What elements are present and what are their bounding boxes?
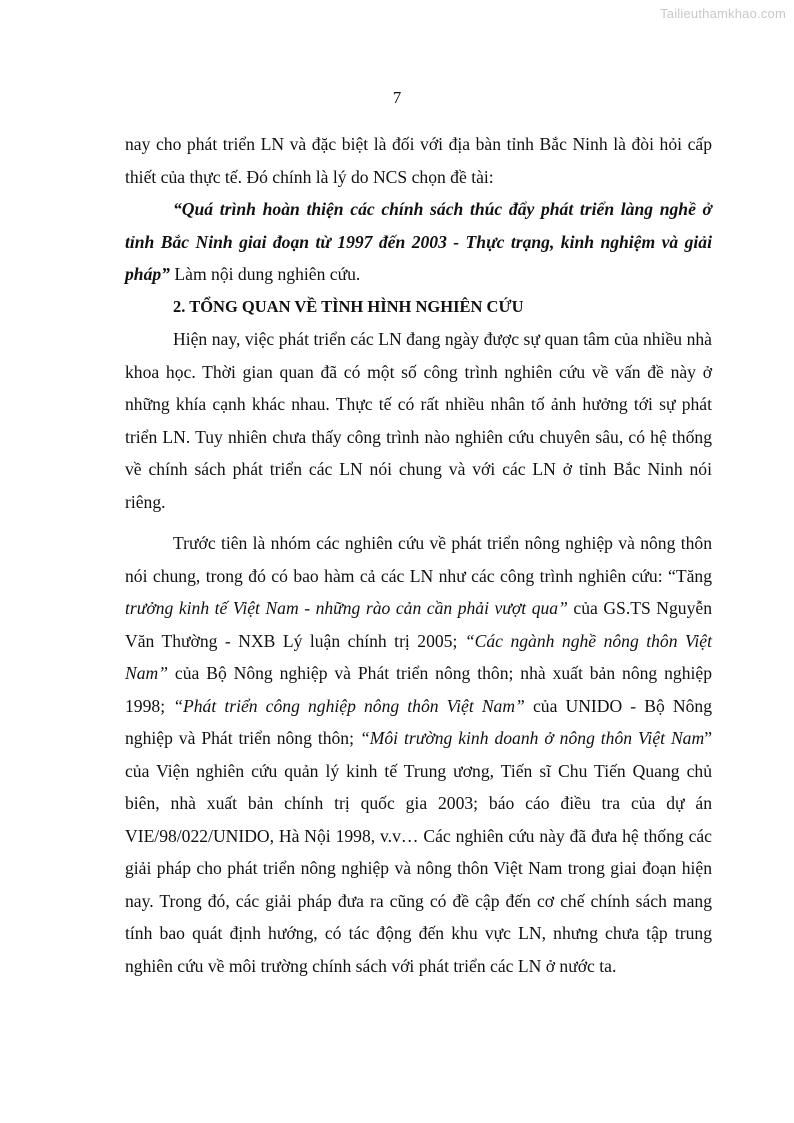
research-text-5: ” của Viện nghiên cứu quản lý kinh tế Trung ương, Tiến sĩ Chu Tiến Quang chủ biên, nhà xuất bản chính trị quốc gia 2003; báo cáo điều tra của dự án VIE/98/022/UNIDO, Hà Nội 1998, v.v… Các nghiên cứu này đã đưa hệ thống các giải pháp cho phát triển nông nghiệp và nông thôn Việt Nam trong giai đoạn hiện nay. Trong đó, các giải pháp đưa ra cũng có đề cập đến cơ chế chính sách mang tính bao quát định hướng, có tác động đến khu vực LN, nhưng chưa tập trung nghiên cứu về môi trường chính sách với phát triển các LN ở nước ta.: [125, 728, 712, 976]
research-text-3: của Bộ Nông nghiệp và Phát triển nông thôn; nhà xuất bản nông nghiệp 1998;: [125, 663, 712, 716]
research-citation-2: “Các ngành nghề nông thôn Việt Nam”: [125, 630, 712, 683]
topic-paragraph: [125, 193, 712, 291]
page-number: 7: [392, 88, 402, 107]
topic-title: “Quá trình hoàn thiện các chính sách thúc đẩy phát triển làng nghề ở tỉnh Bắc Ninh giai đoạn từ 1997 đến 2003 - Thực trạng, kinh nghiệm và giải pháp”: [125, 199, 712, 284]
research-text-4: của UNIDO - Bộ Nông nghiệp và Phát triển nông thôn;: [125, 695, 712, 748]
research-text-1: Trước tiên là nhóm các nghiên cứu về phát triển nông nghiệp và nông thôn nói chung, trong đó có bao hàm cả các LN như các công trình nghiên cứu: “Tăng: [125, 533, 712, 586]
section-heading: 2. TỔNG QUAN VỀ TÌNH HÌNH NGHIÊN CỨU: [173, 296, 524, 316]
research-citation-4: “Môi trường kinh doanh ở nông thôn Việt Nam: [359, 728, 705, 748]
intro-paragraph: nay cho phát triển LN và đặc biệt là đối với địa bàn tỉnh Bắc Ninh là đòi hỏi cấp thiết của thực tế. Đó chính là lý do NCS chọn đề tài:: [125, 134, 712, 187]
research-citation-3: “Phát triển công nghiệp nông thôn Việt Nam”: [173, 695, 525, 716]
research-citation-1: trưởng kinh tế Việt Nam - những rào cản cần phải vượt qua”: [125, 598, 568, 618]
research-paragraph: [125, 527, 712, 982]
document-body: [125, 128, 712, 982]
research-text-2: của GS.TS Nguyễn Văn Thường - NXB Lý luận chính trị 2005;: [125, 598, 713, 651]
topic-suffix: Làm nội dung nghiên cứu.: [169, 264, 361, 284]
watermark-text: Tailieuthamkhao.com: [660, 6, 786, 21]
overview-paragraph: Hiện nay, việc phát triển các LN đang ngày được sự quan tâm của nhiều nhà khoa học. Thời gian quan đã có một số công trình nghiên cứu về vấn đề này ở những khía cạnh khác nhau. Thực tế có rất nhiều nhân tố ảnh hưởng tới sự phát triển LN. Tuy nhiên chưa thấy công trình nào nghiên cứu chuyên sâu, có hệ thống về chính sách phát triển các LN nói chung và với các LN ở tỉnh Bắc Ninh nói riêng.: [125, 329, 712, 512]
